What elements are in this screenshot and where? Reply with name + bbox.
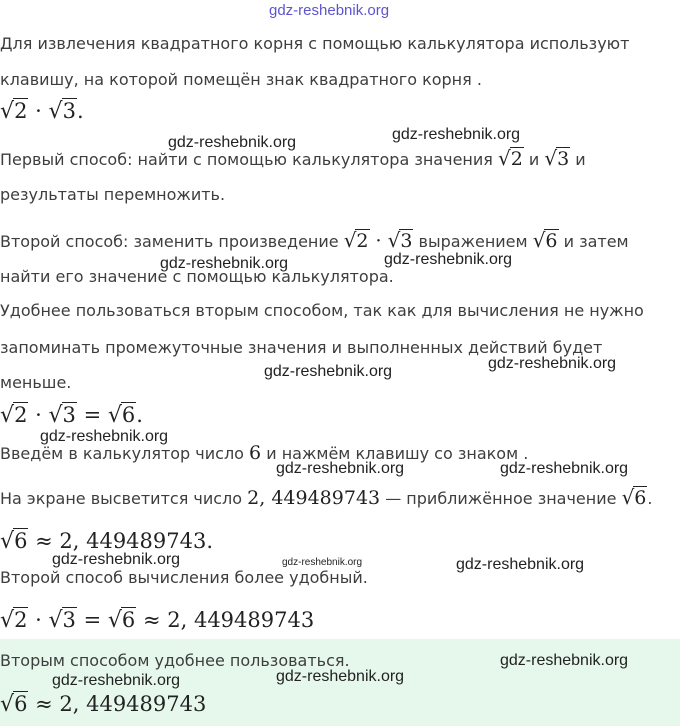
sqrt-expr: √6 (532, 228, 558, 252)
text-line: запоминать промежуточные значения и выполненных действий будет (0, 338, 603, 357)
watermark: gdz-reshebnik.org (488, 355, 617, 372)
text-line (0, 147, 586, 171)
text-fragment: выражением (413, 232, 533, 251)
sqrt-expr: √3 (544, 146, 570, 170)
text-line (0, 486, 652, 510)
math-value: ≈ 2, 449489743. (28, 529, 214, 553)
text-line: Второй способ вычисления более удобный. (0, 568, 368, 587)
math-punct: . (76, 99, 84, 123)
sqrt-expr: √3 (48, 403, 76, 428)
math-line (0, 100, 84, 123)
text-line: меньше. (0, 373, 72, 392)
watermark: gdz-reshebnik.org (282, 557, 363, 568)
text-fragment: На экране высветится число (0, 489, 248, 508)
math-operator: = (76, 608, 108, 632)
sqrt-expr: √2 (0, 403, 28, 428)
watermark: gdz-reshebnik.org (52, 672, 181, 689)
watermark: gdz-reshebnik.org (276, 668, 405, 685)
sqrt-expr: √6 (621, 485, 647, 509)
math-value: ≈ 2, 449489743 (136, 608, 315, 632)
answer-text: Вторым способом удобнее пользоваться. (0, 651, 350, 670)
watermark: gdz-reshebnik.org (500, 652, 629, 669)
math-line (0, 609, 314, 632)
watermark: gdz-reshebnik.org (456, 556, 585, 573)
sqrt-expr: √3 (48, 608, 76, 633)
math-operator: · (28, 608, 49, 632)
sqrt-expr: √3 (48, 99, 76, 124)
sqrt-expr: √2 (343, 228, 369, 252)
text-fragment: Первый способ: найти с помощью калькулятора значения (0, 150, 498, 169)
watermark: gdz-reshebnik.org (500, 460, 629, 477)
sqrt-expr: √3 (387, 228, 413, 252)
text-fragment: и затем (558, 232, 629, 251)
text-line: Для извлечения квадратного корня с помощью калькулятора используют (0, 34, 630, 53)
text-fragment: . (647, 489, 653, 508)
text-fragment: Второй способ: заменить произведение (0, 232, 344, 251)
text-fragment: Введём в калькулятор число (0, 444, 250, 463)
text-fragment: и (523, 150, 545, 169)
watermark: gdz-reshebnik.org (264, 363, 393, 380)
watermark: gdz-reshebnik.org (392, 126, 521, 143)
math-number: 2, 449489743 (247, 487, 381, 509)
sqrt-expr: √2 (0, 608, 28, 633)
math-value: ≈ 2, 449489743 (28, 692, 207, 716)
sqrt-expr: √6 (107, 608, 136, 633)
watermark: gdz-reshebnik.org (52, 551, 181, 568)
text-line (0, 442, 528, 465)
watermark: gdz-reshebnik.org (276, 460, 405, 477)
text-line (0, 229, 629, 253)
text-line: результаты перемножить. (0, 185, 226, 204)
text-fragment: и нажмём клавишу со знаком . (261, 444, 529, 463)
math-operator: · (35, 99, 42, 123)
answer-math (0, 693, 206, 716)
math-operator: · (369, 230, 388, 252)
text-fragment: — приближённое значение (380, 489, 622, 508)
sqrt-expr: √6 (0, 529, 28, 554)
text-line: найти его значение с помощью калькулятора. (0, 267, 394, 286)
math-punct: . (136, 403, 143, 427)
watermark: gdz-reshebnik.org (160, 255, 289, 272)
text-line: Удобнее пользоваться вторым способом, так как для вычисления не нужно (0, 301, 644, 320)
sqrt-expr: √6 (0, 692, 28, 717)
sqrt-expr: √2 (497, 146, 523, 170)
sqrt-expr: √6 (107, 403, 136, 428)
text-fragment: и (570, 150, 586, 169)
math-line (0, 404, 143, 427)
sqrt-expr: √2 (0, 99, 28, 124)
watermark: gdz-reshebnik.org (269, 2, 390, 19)
math-line (0, 530, 213, 553)
math-number: 6 (249, 442, 262, 464)
math-operator: = (76, 403, 108, 427)
text-line: клавишу, на которой помещён знак квадратного корня . (0, 70, 482, 89)
watermark: gdz-reshebnik.org (384, 251, 513, 268)
watermark: gdz-reshebnik.org (168, 134, 297, 151)
math-operator: · (28, 403, 49, 427)
watermark: gdz-reshebnik.org (40, 428, 169, 445)
